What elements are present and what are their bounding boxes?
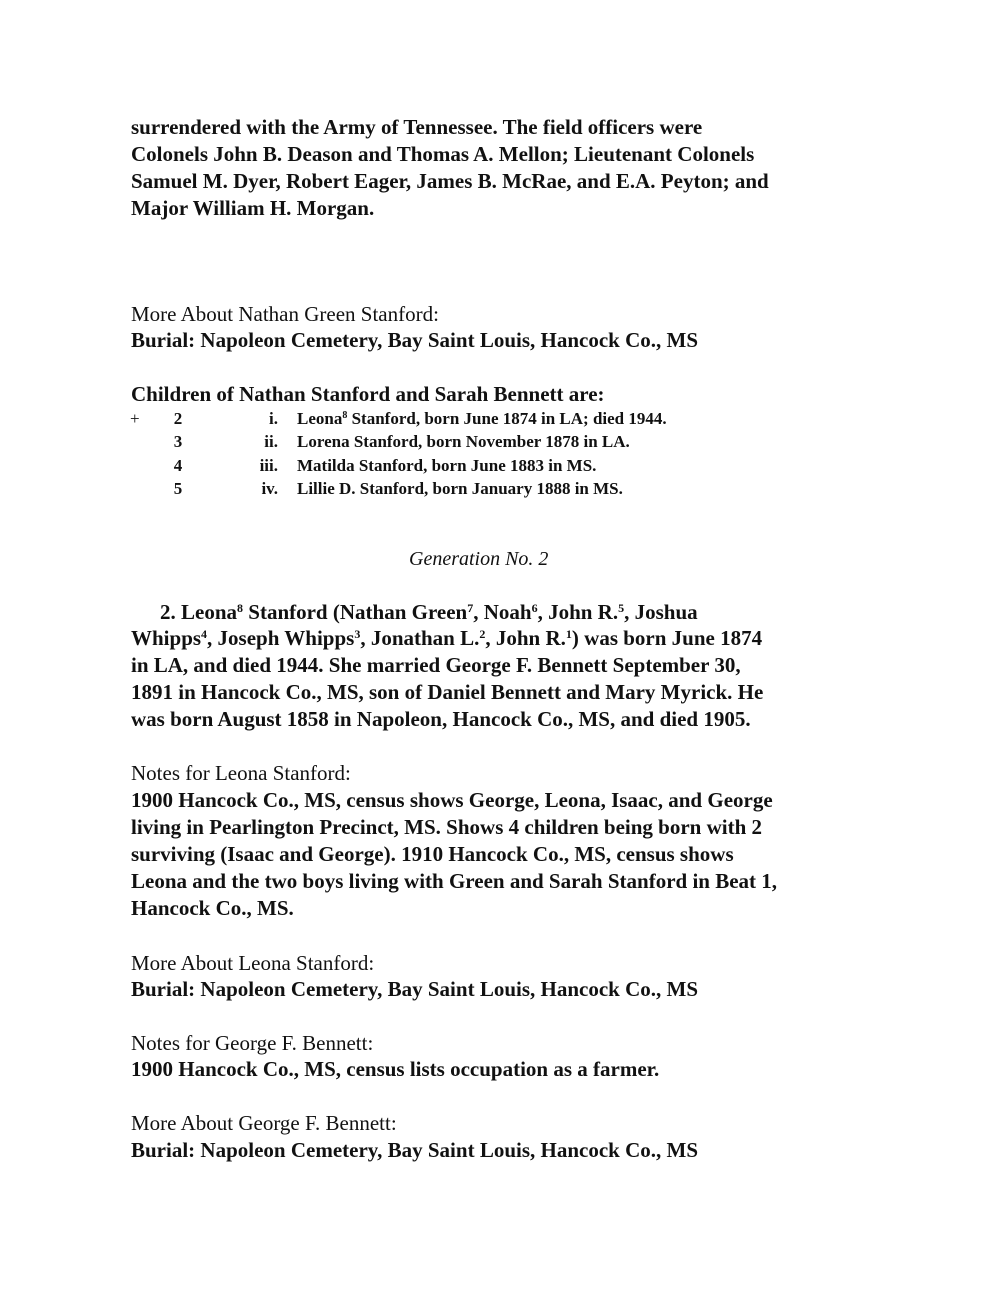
child-roman: iii. [259, 456, 278, 475]
entry-text: , Jonathan L. [360, 626, 480, 650]
generation-sup: 6 [531, 601, 538, 615]
nathan-burial: Burial: Napoleon Cemetery, Bay Saint Louis, Hancock Co., MS [131, 328, 699, 352]
entry-text: , Noah [473, 600, 532, 624]
leona-entry-line-3: in LA, and died 1944. She married George F. Bennett September 30, [131, 653, 741, 677]
entry-text: Stanford (Nathan Green [243, 600, 468, 624]
leona-entry-line-5: was born August 1858 in Napoleon, Hancock Co., MS, and died 1905. [131, 707, 751, 731]
entry-text: ) was born June 1874 [571, 626, 763, 650]
leona-entry-line-2 [131, 625, 762, 651]
george-notes-text: 1900 Hancock Co., MS, census lists occupation as a farmer. [131, 1057, 660, 1081]
child-text: Lillie D. Stanford, born January 1888 in MS. [297, 479, 623, 498]
intro-line-4: Major William H. Morgan. [131, 196, 375, 220]
generation-sup: 3 [354, 627, 361, 641]
child-number: 4 [173, 456, 183, 475]
generation-sup: 4 [201, 627, 208, 641]
child-generation-sup: 8 [342, 410, 348, 421]
child-roman: iv. [261, 479, 278, 498]
generation-sup: 7 [467, 601, 474, 615]
generation-sup: 2 [479, 627, 486, 641]
generation-sup: 5 [618, 601, 625, 615]
child-roman: ii. [264, 432, 278, 451]
generation-sup: 8 [237, 601, 244, 615]
child-roman: i. [269, 409, 278, 428]
leona-notes-line-4: Leona and the two boys living with Green and Sarah Stanford in Beat 1, [131, 869, 778, 893]
leona-notes-line-2: living in Pearlington Precinct, MS. Shows 4 children being born with 2 [131, 815, 763, 839]
george-notes-heading: Notes for George F. Bennett: [131, 1031, 374, 1055]
leona-entry-line-1 [160, 599, 698, 625]
leona-burial: Burial: Napoleon Cemetery, Bay Saint Louis, Hancock Co., MS [131, 977, 699, 1001]
george-burial: Burial: Napoleon Cemetery, Bay Saint Louis, Hancock Co., MS [131, 1138, 699, 1162]
entry-text: , Joshua [624, 600, 698, 624]
leona-notes-heading: Notes for Leona Stanford: [131, 761, 351, 785]
leona-notes-line-3: surviving (Isaac and George). 1910 Hancock Co., MS, census shows [131, 842, 734, 866]
child-details: Stanford, born June 1874 in LA; died 1944. [347, 409, 667, 428]
child-text [297, 408, 667, 430]
child-number: 5 [173, 479, 183, 498]
entry-text: 2. Leona [160, 600, 238, 624]
child-row [0, 408, 992, 430]
child-name: Leona [297, 409, 343, 428]
george-more-heading: More About George F. Bennett: [131, 1111, 397, 1135]
child-row [0, 455, 992, 477]
child-text: Lorena Stanford, born November 1878 in LA. [297, 432, 630, 451]
child-number: 2 [173, 409, 183, 428]
generation-sup: 1 [565, 627, 572, 641]
leona-entry-line-4: 1891 in Hancock Co., MS, son of Daniel Bennett and Mary Myrick. He [131, 680, 764, 704]
entry-text: Whipps [131, 626, 202, 650]
leona-more-heading: More About Leona Stanford: [131, 951, 375, 975]
nathan-more-heading: More About Nathan Green Stanford: [131, 302, 439, 326]
children-heading: Children of Nathan Stanford and Sarah Bennett are: [131, 382, 605, 406]
child-descendant-marker: + [130, 409, 140, 428]
intro-line-3: Samuel M. Dyer, Robert Eager, James B. McRae, and E.A. Peyton; and [131, 169, 769, 193]
leona-notes-line-5: Hancock Co., MS. [131, 896, 294, 920]
child-row [0, 478, 992, 500]
intro-line-1: surrendered with the Army of Tennessee. The field officers were [131, 115, 703, 139]
generation-title: Generation No. 2 [409, 548, 549, 570]
child-row [0, 431, 992, 453]
intro-line-2: Colonels John B. Deason and Thomas A. Mellon; Lieutenant Colonels [131, 142, 755, 166]
child-number: 3 [173, 432, 183, 451]
child-text: Matilda Stanford, born June 1883 in MS. [297, 456, 597, 475]
entry-text: , John R. [485, 626, 566, 650]
leona-notes-line-1: 1900 Hancock Co., MS, census shows George, Leona, Isaac, and George [131, 788, 773, 812]
entry-text: , Joseph Whipps [207, 626, 355, 650]
entry-text: , John R. [537, 600, 619, 624]
